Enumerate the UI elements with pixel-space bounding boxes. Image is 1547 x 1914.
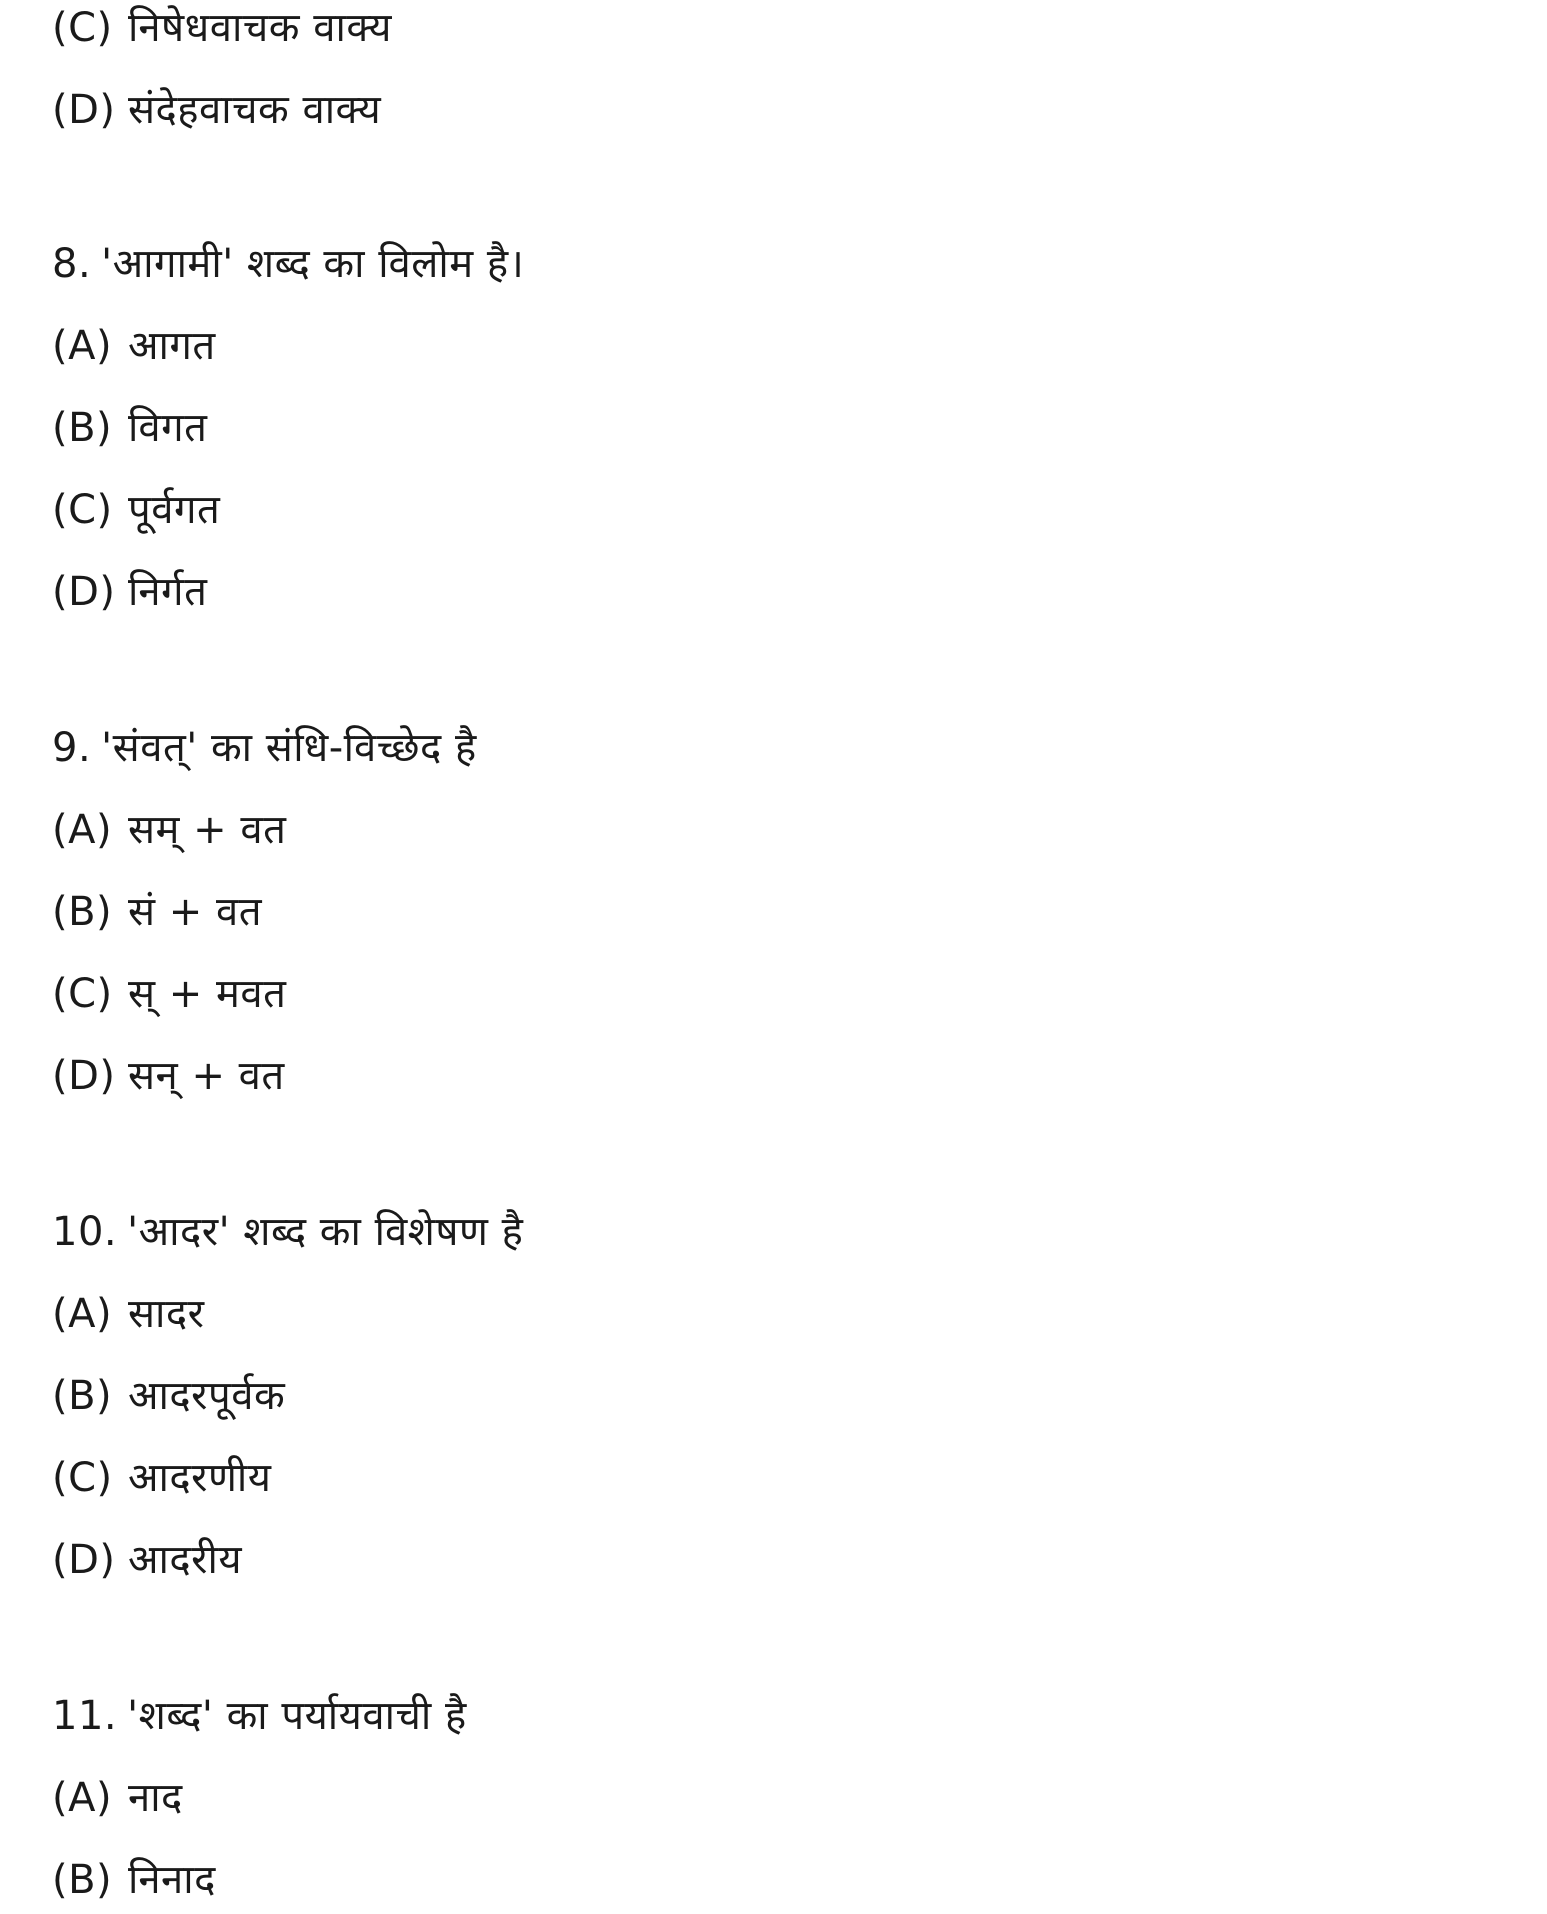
question-text: 'आगामी' शब्द का विलोम है। — [101, 241, 525, 287]
option-line — [52, 2, 392, 54]
option-text: सादर — [128, 1291, 205, 1337]
option-key: (B) — [52, 1857, 113, 1903]
question-8 — [52, 238, 524, 290]
question-8-option-a — [52, 320, 216, 372]
question-number: 9. — [52, 725, 92, 771]
option-key: (B) — [52, 1373, 113, 1419]
option-key: (A) — [52, 323, 113, 369]
option-text: आगत — [128, 323, 216, 369]
option-key: (C) — [52, 487, 113, 533]
option-text: संदेहवाचक वाक्य — [128, 87, 382, 133]
question-9-option-b — [52, 886, 262, 938]
option-key: (C) — [52, 5, 113, 51]
option-text: स् + मवत — [128, 971, 287, 1017]
question-text: 'संवत्' का संधि-विच्छेद है — [101, 725, 477, 771]
option-text: सन् + वत — [128, 1053, 285, 1099]
option-text: निषेधवाचक वाक्य — [128, 5, 392, 51]
option-text: आदरीय — [128, 1537, 243, 1583]
question-10 — [52, 1206, 523, 1258]
question-11-option-a — [52, 1772, 183, 1824]
question-10-option-d — [52, 1534, 242, 1586]
question-10-option-a — [52, 1288, 205, 1340]
question-11-option-b — [52, 1854, 216, 1906]
question-9 — [52, 722, 477, 774]
question-number: 11. — [52, 1693, 118, 1739]
option-key: (D) — [52, 569, 116, 615]
question-8-option-c — [52, 484, 220, 536]
option-text: सम् + वत — [128, 807, 287, 853]
option-key: (D) — [52, 1053, 116, 1099]
option-text: निर्गत — [128, 569, 208, 615]
option-text: आदरपूर्वक — [128, 1373, 286, 1419]
question-text: 'आदर' शब्द का विशेषण है — [127, 1209, 524, 1255]
question-10-option-c — [52, 1452, 271, 1504]
option-line — [52, 84, 381, 136]
option-text: सं + वत — [128, 889, 263, 935]
question-11 — [52, 1690, 467, 1742]
question-9-option-a — [52, 804, 286, 856]
option-key: (B) — [52, 889, 113, 935]
option-text: पूर्वगत — [128, 487, 221, 533]
question-10-option-b — [52, 1370, 285, 1422]
option-key: (A) — [52, 807, 113, 853]
question-number: 10. — [52, 1209, 118, 1255]
question-8-option-b — [52, 402, 207, 454]
option-key: (A) — [52, 1775, 113, 1821]
question-8-option-d — [52, 566, 207, 618]
question-text: 'शब्द' का पर्यायवाची है — [127, 1693, 467, 1739]
option-text: नाद — [128, 1775, 183, 1821]
option-key: (D) — [52, 87, 116, 133]
option-key: (C) — [52, 1455, 113, 1501]
option-key: (A) — [52, 1291, 113, 1337]
option-key: (B) — [52, 405, 113, 451]
option-text: विगत — [128, 405, 208, 451]
option-key: (D) — [52, 1537, 116, 1583]
option-text: आदरणीय — [128, 1455, 272, 1501]
option-key: (C) — [52, 971, 113, 1017]
question-number: 8. — [52, 241, 92, 287]
question-9-option-c — [52, 968, 286, 1020]
option-text: निनाद — [128, 1857, 216, 1903]
question-9-option-d — [52, 1050, 285, 1102]
